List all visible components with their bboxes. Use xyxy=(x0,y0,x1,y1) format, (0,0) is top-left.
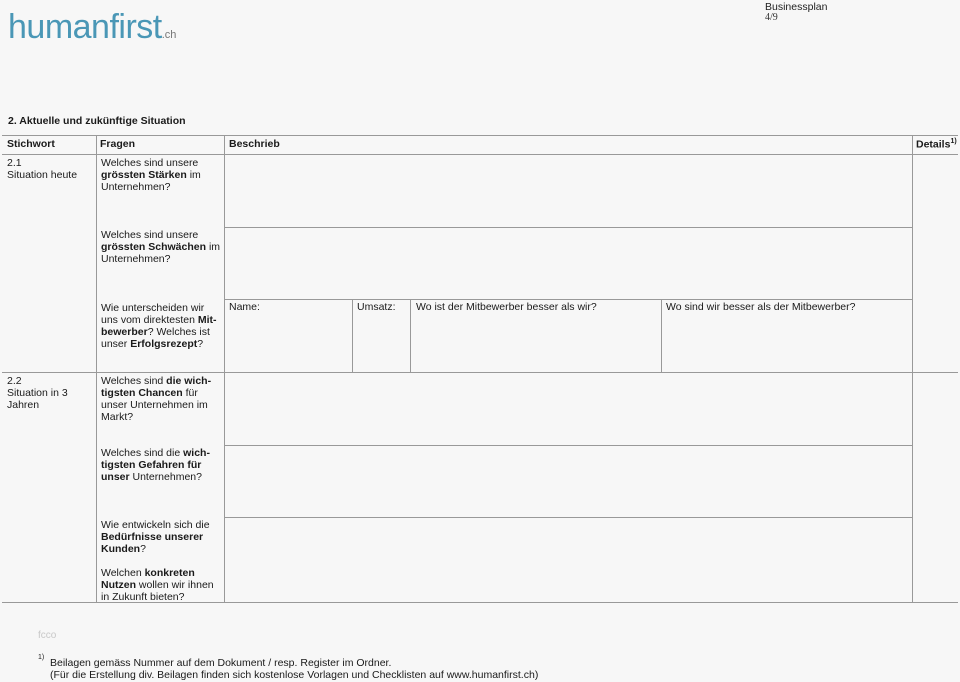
section-title: 2. Aktuelle und zukünftige Situation xyxy=(8,115,186,127)
header-fragen: Fragen xyxy=(100,138,136,150)
question-chancen: Welches sind die wich-tigsten Chancen für unser Unternehmen im Markt? xyxy=(101,375,212,423)
header-beschrieb: Beschrieb xyxy=(229,138,280,150)
logo-wordmark: humanfirst xyxy=(8,8,162,46)
footnote-line-2: (Für die Erstellung div. Beilagen finden sich kostenlose Vorlagen und Checklisten auf www.humanfirst.ch) xyxy=(50,669,539,681)
row-number: 2.2 xyxy=(7,375,22,387)
row-label: Situation in 3 Jahren xyxy=(7,387,68,411)
competitor-better-us-label: Wo sind wir besser als der Mitbewerber? xyxy=(666,301,856,313)
competitor-better-them-label: Wo ist der Mitbewerber besser als wir? xyxy=(416,301,597,313)
faint-mark: fcco xyxy=(38,630,57,641)
row-2-1 xyxy=(7,157,77,181)
humanfirst-logo xyxy=(8,8,176,47)
question-beduerfnisse: Wie entwickeln sich die Bedürfnisse unserer Kunden? Welchen konkreten Nutzen wollen wir ihnen in Zukunft bieten? xyxy=(101,519,214,603)
logo-suffix: .ch xyxy=(161,29,177,41)
page-number: 4/9 xyxy=(765,12,778,23)
competitor-name-label: Name: xyxy=(229,301,260,313)
footnote-marker: 1) xyxy=(38,654,45,661)
header-details: Details$^{1)}$ xyxy=(916,138,957,151)
footnote-line-1: Beilagen gemäss Nummer auf dem Dokument / resp. Register im Ordner. xyxy=(50,657,392,669)
question-schwaechen: Welches sind unsere grössten Schwächen im Unternehmen? xyxy=(101,229,221,265)
question-mitbewerber: Wie unterscheiden wir uns vom direktesten Mit-bewerber? Welches ist unser Erfolgsrezept? xyxy=(101,302,217,350)
document-title: Businessplan xyxy=(765,1,828,13)
question-staerken: Welches sind unsere grössten Stärken im Unternehmen? xyxy=(101,157,201,193)
row-label: Situation heute xyxy=(7,169,78,181)
row-2-2 xyxy=(7,375,87,411)
header-stichwort: Stichwort xyxy=(7,138,55,150)
competitor-umsatz-label: Umsatz: xyxy=(357,301,396,313)
row-number: 2.1 xyxy=(7,157,22,169)
question-gefahren: Welches sind die wich-tigsten Gefahren für unser Unternehmen? xyxy=(101,447,210,483)
